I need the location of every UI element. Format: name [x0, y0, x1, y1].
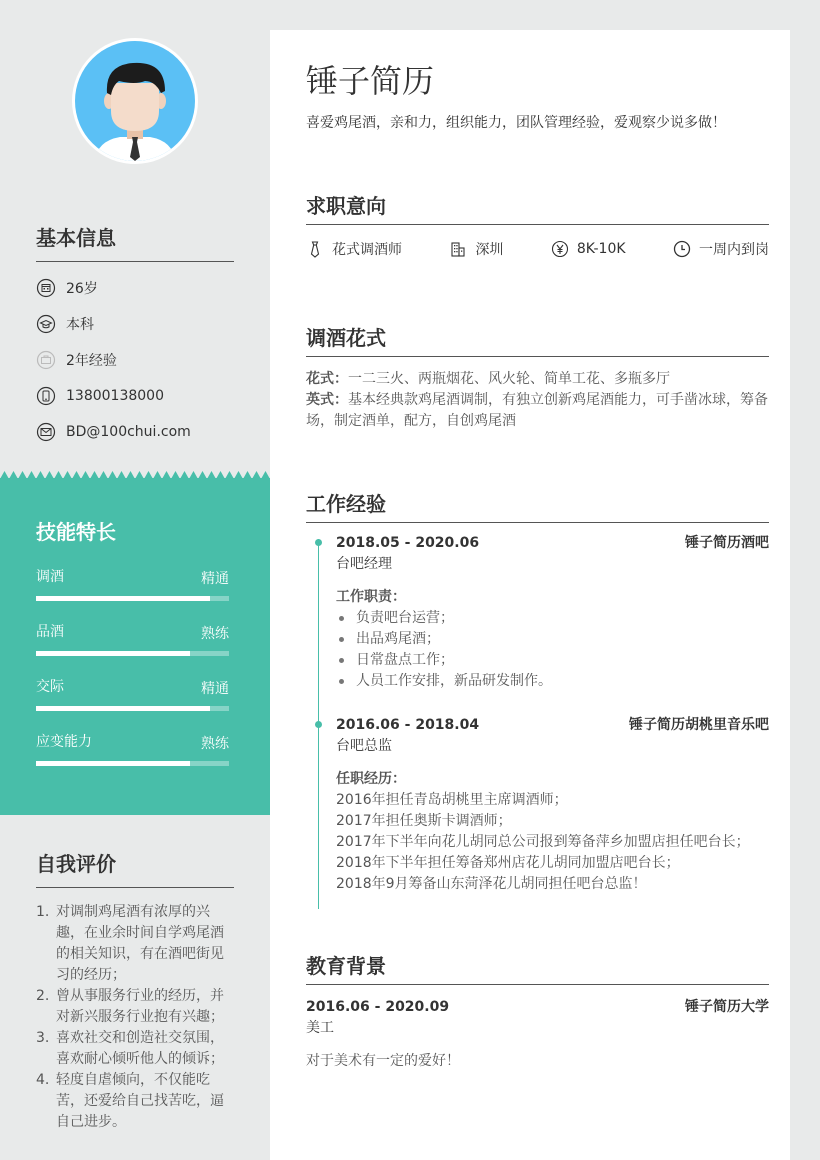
- intent-salary-text: 8K-10K: [576, 241, 626, 257]
- skill-track: [36, 706, 229, 711]
- skill-level: 熟练: [201, 626, 229, 642]
- info-item-age: [36, 270, 234, 306]
- skill-item: [36, 676, 229, 716]
- phone-text: 13800138000: [66, 388, 164, 404]
- skill-item: [36, 731, 229, 771]
- self-eval-title: 自我评价: [36, 848, 234, 888]
- calendar-icon: [36, 278, 56, 298]
- list-item: [36, 902, 234, 986]
- skill-name: 应变能力: [36, 734, 92, 750]
- bartending-section: [306, 322, 769, 432]
- job-company: 锤子简历酒吧: [685, 535, 769, 551]
- skill-item: [36, 566, 229, 606]
- info-item-phone: [36, 378, 234, 414]
- basic-info-section: [36, 222, 234, 450]
- yen-icon: [551, 240, 569, 258]
- intent-availability-text: 一周内到岗: [698, 242, 769, 258]
- list-item: 人员工作安排，新品研发制作。: [336, 671, 769, 692]
- info-item-email: [36, 414, 234, 450]
- intent-salary: [551, 239, 626, 259]
- email-text: BD@100chui.com: [66, 424, 191, 440]
- education-school: 锤子简历大学: [685, 999, 769, 1015]
- mail-icon: [36, 422, 56, 442]
- eval-text: 轻度自虐倾向，不仅能吃苦，还爱给自己找苦吃，逼自己进步。: [56, 1072, 224, 1130]
- education-section: [306, 950, 769, 1072]
- english-label: 英式：: [306, 392, 348, 408]
- avatar: [72, 38, 198, 164]
- list-item: 2017年下半年向花儿胡同总公司报到筹备萍乡加盟店担任吧台长；: [336, 834, 750, 850]
- list-item: 负责吧台运营；: [336, 608, 769, 629]
- skill-track: [36, 761, 229, 766]
- avatar-illustration-icon: [75, 41, 195, 161]
- skill-fill: [36, 596, 210, 601]
- zigzag-edge: [0, 470, 270, 479]
- intent-position-text: 花式调酒师: [332, 242, 402, 258]
- intent-availability: [673, 239, 769, 259]
- sidebar: [0, 0, 270, 1160]
- job-sub-title: 任职经历：: [336, 771, 406, 787]
- fancy-text: 一二三火、两瓶烟花、风火轮、简单工花、多瓶多厅: [348, 371, 670, 387]
- english-text: 基本经典款鸡尾酒调制，有独立创新鸡尾酒能力，可手凿冰球，筹备场，制定酒单，配方，自创鸡尾酒: [306, 392, 768, 429]
- bartending-line-english: [306, 390, 769, 432]
- list-item: [36, 1070, 234, 1133]
- info-item-degree: [36, 306, 234, 342]
- skill-level: 精通: [201, 681, 229, 697]
- eval-number: 3.: [36, 1030, 50, 1046]
- intent-city-text: 深圳: [475, 242, 504, 258]
- job-entry: [306, 533, 769, 692]
- list-item: 2017年担任奥斯卡调酒师；: [336, 813, 512, 829]
- skill-fill: [36, 706, 210, 711]
- self-eval-section: [36, 848, 234, 1133]
- skills-title: 技能特长: [36, 520, 116, 544]
- age-text: 26岁: [66, 281, 98, 297]
- skill-track: [36, 651, 229, 656]
- eval-number: 4.: [36, 1072, 50, 1088]
- eval-text: 喜欢社交和创造社交氛围，喜欢耐心倾听他人的倾诉；: [56, 1030, 224, 1067]
- skill-fill: [36, 761, 190, 766]
- list-item: 2018年下半年担任筹备郑州店花儿胡同加盟店吧台长；: [336, 855, 680, 871]
- briefcase-icon: [36, 350, 56, 370]
- clock-icon: [673, 240, 691, 258]
- resume-motto: 喜爱鸡尾酒，亲和力，组织能力，团队管理经验，爱观察少说多做！: [306, 115, 726, 131]
- timeline-dot: [315, 721, 322, 728]
- list-item: [36, 986, 234, 1028]
- work-title: 工作经验: [306, 488, 769, 523]
- job-role: 台吧总监: [336, 738, 392, 754]
- education-title: 教育背景: [306, 950, 769, 985]
- job-period: 2016.06 - 2018.04: [336, 717, 480, 733]
- basic-info-title: 基本信息: [36, 222, 234, 262]
- skill-item: [36, 621, 229, 661]
- resume-name: 锤子简历: [306, 62, 435, 100]
- eval-number: 1.: [36, 904, 50, 920]
- list-item: 2016年担任青岛胡桃里主席调酒师；: [336, 792, 568, 808]
- tie-icon: [306, 240, 324, 258]
- education-desc: 对于美术有一定的爱好！: [306, 1053, 460, 1069]
- skill-level: 熟练: [201, 736, 229, 752]
- resume-paper: [270, 30, 790, 1160]
- job-company: 锤子简历胡桃里音乐吧: [629, 717, 769, 733]
- timeline-dot: [315, 539, 322, 546]
- info-item-experience: [36, 342, 234, 378]
- intent-section: [306, 190, 769, 259]
- skill-level: 精通: [201, 571, 229, 587]
- work-section: [306, 488, 769, 895]
- list-item: [36, 1028, 234, 1070]
- bartending-title: 调酒花式: [306, 322, 769, 357]
- job-entry: [306, 715, 769, 895]
- skill-name: 交际: [36, 679, 64, 695]
- bartending-line-fancy: [306, 369, 769, 390]
- list-item: 2018年9月筹备山东菏泽花儿胡同担任吧台总监！: [336, 876, 647, 892]
- eval-text: 曾从事服务行业的经历，并对新兴服务行业抱有兴趣；: [56, 988, 224, 1025]
- work-timeline: [306, 533, 769, 895]
- intent-title: 求职意向: [306, 190, 769, 225]
- eval-number: 2.: [36, 988, 50, 1004]
- phone-icon: [36, 386, 56, 406]
- skill-track: [36, 596, 229, 601]
- list-item: 出品鸡尾酒；: [336, 629, 769, 650]
- education-period: 2016.06 - 2020.09: [306, 999, 450, 1015]
- experience-text: 2年经验: [66, 353, 117, 369]
- job-role: 台吧经理: [336, 556, 392, 572]
- eval-text: 对调制鸡尾酒有浓厚的兴趣，在业余时间自学鸡尾酒的相关知识，有在酒吧街见习的经历；: [56, 904, 224, 983]
- building-icon: [449, 240, 467, 258]
- intent-city: [449, 239, 503, 259]
- graduation-cap-icon: [36, 314, 56, 334]
- skill-name: 品酒: [36, 624, 64, 640]
- skills-section: [0, 478, 270, 815]
- job-sub-title: 工作职责：: [336, 589, 406, 605]
- skill-fill: [36, 651, 190, 656]
- education-major: 美工: [306, 1020, 334, 1036]
- skill-name: 调酒: [36, 569, 64, 585]
- degree-text: 本科: [66, 317, 94, 333]
- intent-position: [306, 239, 402, 259]
- fancy-label: 花式：: [306, 371, 348, 387]
- job-period: 2018.05 - 2020.06: [336, 535, 480, 551]
- list-item: 日常盘点工作；: [336, 650, 769, 671]
